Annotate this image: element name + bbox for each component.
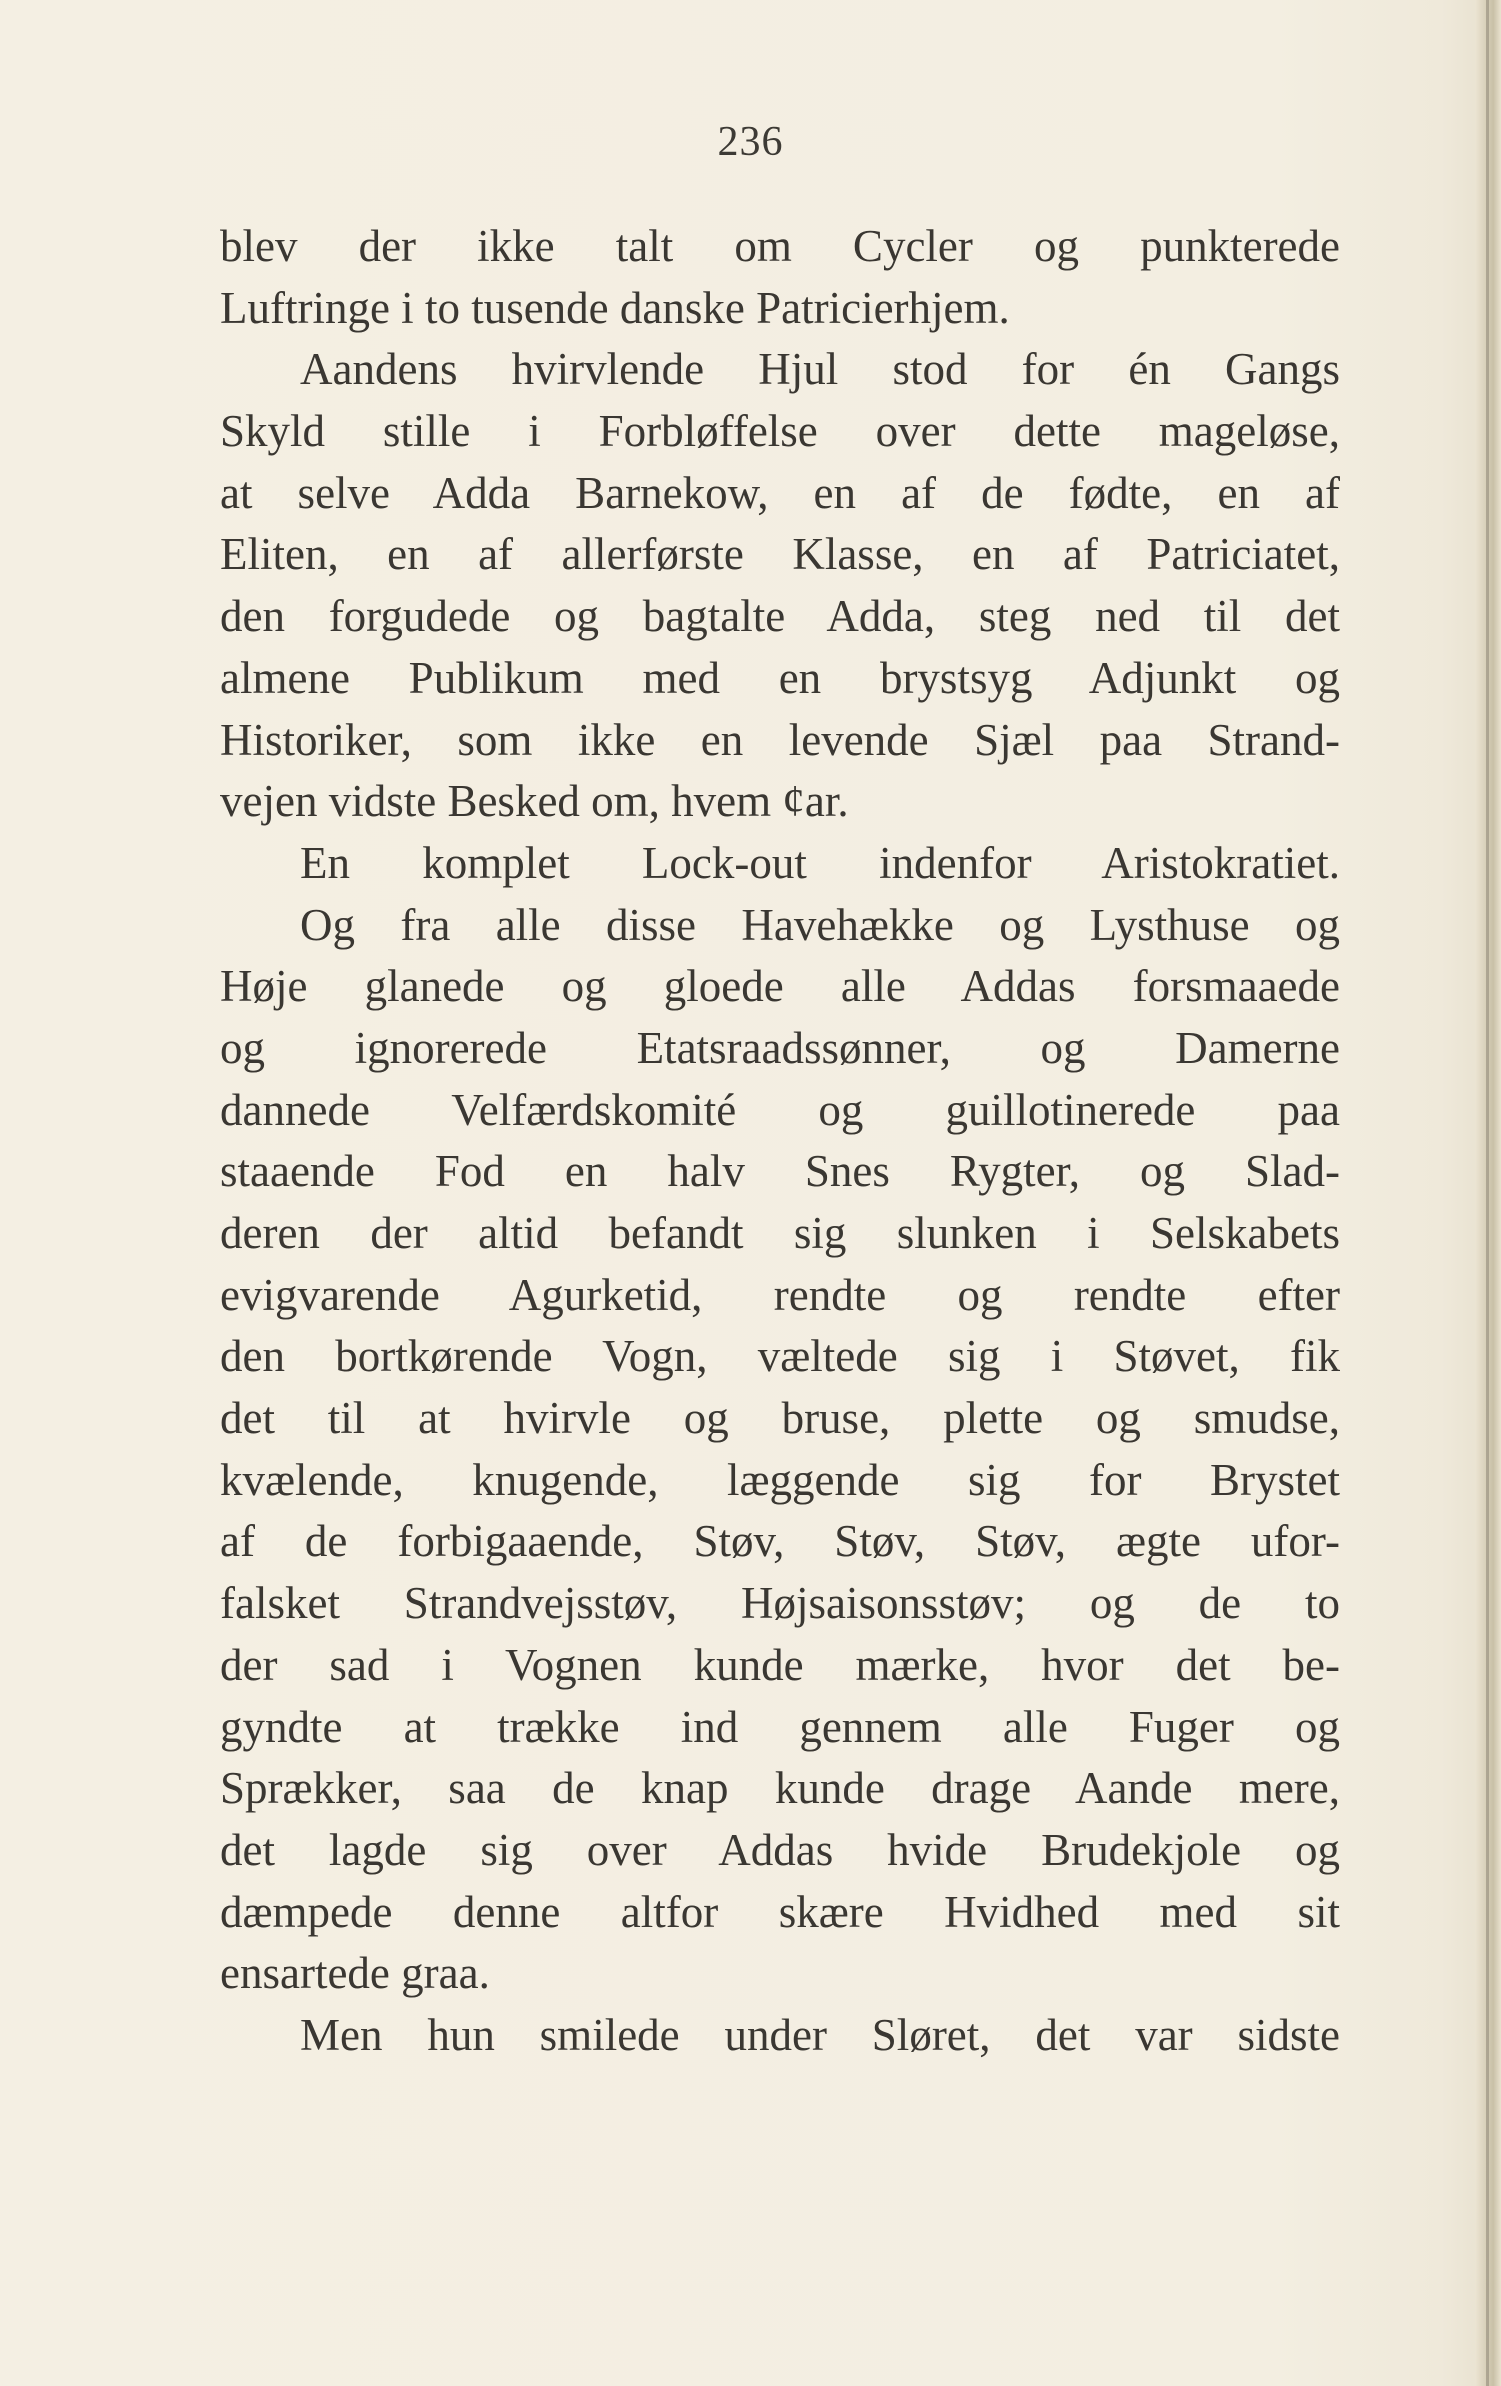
text-line: Høje glanede og gloede alle Addas forsmaaede bbox=[220, 961, 1340, 1012]
text-line: evigvarende Agurketid, rendte og rendte efter bbox=[220, 1269, 1340, 1320]
text-line: Og fra alle disse Havehække og Lysthuse og bbox=[300, 899, 1340, 950]
text-line: der sad i Vognen kunde mærke, hvor det be- bbox=[220, 1639, 1340, 1690]
body-text bbox=[220, 216, 1340, 2067]
text-line: falsket Strandvejsstøv, Højsaisonsstøv; og de to bbox=[220, 1578, 1340, 1629]
text-line: at selve Adda Barnekow, en af de fødte, en af bbox=[220, 467, 1340, 518]
text-line: En komplet Lock-out indenfor Aristokratiet. bbox=[300, 837, 1340, 888]
text-line: Aandens hvirvlende Hjul stod for én Gangs bbox=[300, 344, 1340, 395]
text-line: kvælende, knugende, læggende sig for Brystet bbox=[220, 1454, 1340, 1505]
text-line: Historiker, som ikke en levende Sjæl paa Strand- bbox=[220, 714, 1340, 765]
text-line: den forgudede og bagtalte Adda, steg ned til det bbox=[220, 591, 1340, 642]
text-line: Luftringe i to tusende danske Patricierhjem. bbox=[220, 282, 1010, 333]
text-line: og ignorerede Etatsraadssønner, og Damerne bbox=[220, 1022, 1340, 1073]
text-line: deren der altid befandt sig slunken i Selskabets bbox=[220, 1208, 1340, 1258]
page-edge-line bbox=[1486, 0, 1489, 2386]
text-line: Sprækker, saa de knap kunde drage Aande mere, bbox=[220, 1763, 1340, 1814]
text-line: almene Publikum med en brystsyg Adjunkt og bbox=[220, 652, 1340, 703]
text-line: blev der ikke talt om Cycler og punkterede bbox=[220, 221, 1340, 271]
text-line: det lagde sig over Addas hvide Brudekjole og bbox=[220, 1824, 1340, 1875]
text-line: vejen vidste Besked om, hvem ¢ar. bbox=[220, 776, 849, 827]
text-line: det til at hvirvle og bruse, plette og smudse, bbox=[220, 1393, 1340, 1444]
text-line: den bortkørende Vogn, væltede sig i Støvet, fik bbox=[220, 1331, 1340, 1382]
page-number: 236 bbox=[717, 119, 784, 165]
text-line: ensartede graa. bbox=[220, 1948, 490, 1999]
text-line: staaende Fod en halv Snes Rygter, og Slad- bbox=[220, 1146, 1340, 1197]
text-line: Eliten, en af allerførste Klasse, en af Patriciatet, bbox=[220, 529, 1340, 580]
text-line: Men hun smilede under Sløret, det var sidste bbox=[300, 2009, 1340, 2060]
text-line: Skyld stille i Forbløffelse over dette mageløse, bbox=[220, 406, 1340, 457]
text-line: af de forbigaaende, Støv, Støv, Støv, ægte ufor- bbox=[220, 1516, 1340, 1567]
text-line: dæmpede denne altfor skære Hvidhed med sit bbox=[220, 1886, 1340, 1937]
text-line: gyndte at trække ind gennem alle Fuger og bbox=[220, 1701, 1340, 1752]
text-line: dannede Velfærdskomité og guillotinerede paa bbox=[220, 1084, 1340, 1135]
